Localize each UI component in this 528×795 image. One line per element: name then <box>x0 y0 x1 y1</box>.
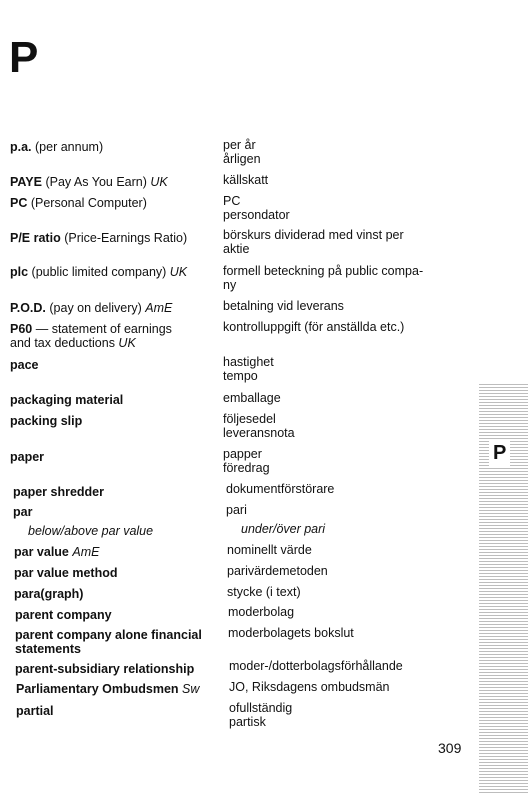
usage-label: UK <box>118 336 136 350</box>
term-gloss: (per annum) <box>31 140 104 154</box>
translation-line: leveransnota <box>223 426 295 440</box>
entry-translation-par-value-method <box>227 564 477 578</box>
entry-term-pa <box>10 140 225 154</box>
entry-translation-par <box>226 503 476 517</box>
translation-line: persondator <box>223 208 290 222</box>
translation-line: PC <box>223 194 241 208</box>
translation-line: dokumentförstörare <box>226 482 335 496</box>
translation-line: moderbolag <box>228 605 295 619</box>
translation-line: källskatt <box>223 173 269 187</box>
entry-translation-paragraph <box>227 585 477 599</box>
translation-line: nominellt värde <box>227 543 312 557</box>
entry-translation-parent-company <box>228 605 478 619</box>
headword: par value <box>14 545 73 559</box>
translation-line: hastighet <box>223 355 274 369</box>
translation-line: årligen <box>223 152 261 166</box>
usage-label: AmE <box>145 301 173 315</box>
entry-translation-plc <box>223 264 473 292</box>
term-gloss: (Personal Computer) <box>27 196 147 210</box>
translation-line: betalning vid leverans <box>223 299 344 313</box>
translation-line: moder-/dotterbolagsförhållande <box>229 659 403 673</box>
entry-translation-pa <box>223 138 473 166</box>
entry-translation-parliamentary-ombudsmen <box>229 680 479 694</box>
term-gloss: (Pay As You Earn) <box>41 175 151 189</box>
thumb-index-letter: P <box>489 440 510 467</box>
entry-term-parent-subsidiary: parent-subsidiary relationship <box>15 662 195 676</box>
translation-line: ofullständig <box>229 701 293 715</box>
translation-line: formell beteckning på public compa- <box>223 264 424 278</box>
entry-translation-parent-company-alone <box>228 626 478 640</box>
entry-translation-p60 <box>223 320 473 334</box>
headword: P/E ratio <box>10 231 61 245</box>
entry-translation-partial <box>229 701 479 729</box>
entry-translation-par-value <box>227 543 477 557</box>
translation-line: följesedel <box>223 412 276 426</box>
translation-line: parivärdemetoden <box>227 564 328 578</box>
entry-term-parent-company-alone <box>15 628 230 656</box>
entry-term-pc <box>10 196 225 210</box>
headword-line: statements <box>15 642 81 656</box>
usage-label: Sw <box>182 682 200 696</box>
translation-line: tempo <box>223 369 258 383</box>
translation-line: kontrolluppgift (för anställda etc.) <box>223 320 405 334</box>
entry-term-paragraph: para(graph) <box>14 587 84 601</box>
entry-term-pod <box>10 301 225 315</box>
headword: P60 <box>10 322 33 336</box>
headword-line: parent company alone financial <box>15 628 202 642</box>
headword: Parliamentary Ombudsmen <box>16 682 183 696</box>
translation-line: moderbolagets bokslut <box>228 626 354 640</box>
term-gloss: — statement of earnings <box>32 322 172 336</box>
translation-line: per år <box>223 138 256 152</box>
translation-line: emballage <box>223 391 281 405</box>
page-number: 309 <box>438 740 462 756</box>
usage-label: AmE <box>72 545 100 559</box>
entry-term-partial: partial <box>16 704 54 718</box>
headword: PC <box>10 196 28 210</box>
translation-line: JO, Riksdagens ombudsmän <box>229 680 390 694</box>
usage-label: UK <box>150 175 168 189</box>
entry-translation-pod <box>223 299 473 313</box>
term-gloss-continued: and tax deductions <box>10 336 119 350</box>
translation-line: papper <box>223 447 262 461</box>
translation-line: aktie <box>223 242 250 256</box>
headword: P.O.D. <box>10 301 46 315</box>
entry-translation-pe-ratio <box>223 228 473 256</box>
entry-translation-paper-shredder <box>226 482 476 496</box>
entry-term-paper-shredder: paper shredder <box>13 485 105 499</box>
term-gloss: (Price-Earnings Ratio) <box>60 231 188 245</box>
entry-term-paye <box>10 175 225 189</box>
entry-translation-packaging-material <box>223 391 473 405</box>
headword: plc <box>10 265 29 279</box>
entry-term-plc <box>10 265 225 279</box>
entry-term-par-value <box>14 545 229 559</box>
translation-line: pari <box>226 503 247 517</box>
term-gloss: (pay on delivery) <box>45 301 146 315</box>
entry-translation-parent-subsidiary <box>229 659 479 673</box>
entry-term-packing-slip: packing slip <box>10 414 83 428</box>
entry-term-below-above-par: below/above par value <box>28 524 154 538</box>
entry-term-pace: pace <box>10 358 39 372</box>
entry-term-par-value-method: par value method <box>14 566 118 580</box>
entry-translation-paye <box>223 173 473 187</box>
translation-line: ny <box>223 278 237 292</box>
term-gloss: (public limited company) <box>28 265 170 279</box>
entry-translation-paper <box>223 447 473 475</box>
translation-line: partisk <box>229 715 266 729</box>
entry-term-parent-company: parent company <box>15 608 112 622</box>
translation-line: stycke (i text) <box>227 585 301 599</box>
entry-translation-pace <box>223 355 473 383</box>
headword: p.a. <box>10 140 32 154</box>
usage-label: UK <box>169 265 188 279</box>
entry-term-par: par <box>13 505 33 519</box>
entry-term-parliamentary-ombudsmen <box>16 682 231 696</box>
entry-term-packaging-material: packaging material <box>10 393 124 407</box>
entry-term-p60 <box>10 322 225 350</box>
entry-term-paper: paper <box>10 450 45 464</box>
entry-translation-pc <box>223 194 473 222</box>
headword: PAYE <box>10 175 42 189</box>
translation-line: börskurs dividerad med vinst per <box>223 228 404 242</box>
section-letter: P <box>9 33 39 82</box>
entry-term-pe-ratio <box>10 231 225 245</box>
entry-translation-below-above-par: under/över pari <box>241 522 326 536</box>
translation-line: föredrag <box>223 461 270 475</box>
entry-translation-packing-slip <box>223 412 473 440</box>
